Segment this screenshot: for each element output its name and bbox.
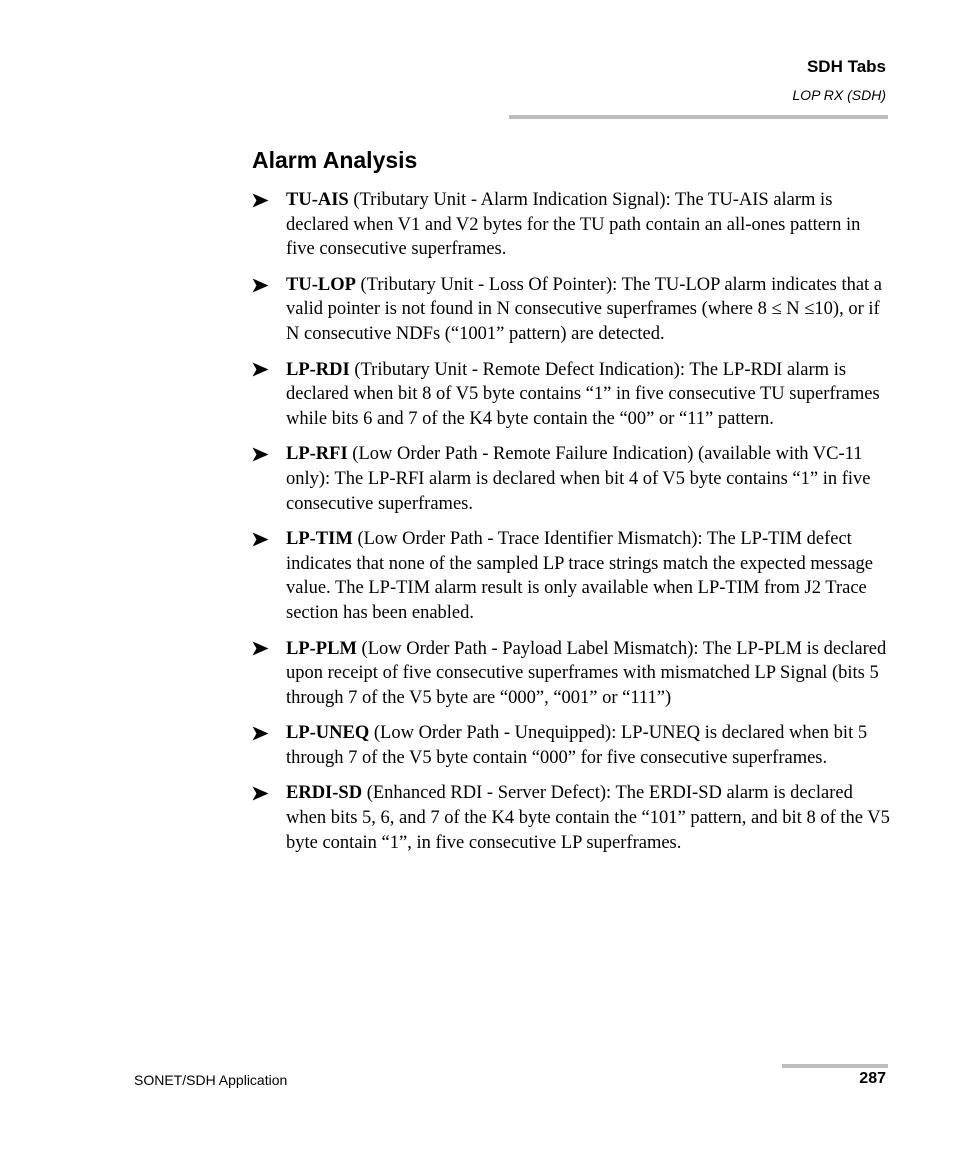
alarm-term: LP-UNEQ bbox=[286, 723, 370, 744]
alarm-description: (Low Order Path - Payload Label Mismatch): The LP-PLM is declared upon receipt of five consecutive superframes with mismatched LP Signal (bits 5 through 7 of the V5 byte are “000”, “001” or “111”) bbox=[286, 638, 887, 708]
page-header bbox=[792, 56, 886, 105]
alarm-description: (Tributary Unit - Loss Of Pointer): The TU-LOP alarm indicates that a valid pointer is not found in N consecutive superframes (where 8 ≤ N ≤10), or if N consecutive NDFs (“1001” pattern) are detected. bbox=[286, 274, 883, 344]
alarm-item-lp-rfi bbox=[252, 442, 892, 516]
alarm-term: LP-TIM bbox=[286, 529, 353, 550]
alarm-term: LP-RDI bbox=[286, 359, 350, 380]
alarm-term: LP-RFI bbox=[286, 444, 348, 465]
section-heading: Alarm Analysis bbox=[252, 147, 418, 173]
alarm-item-lp-tim bbox=[252, 527, 892, 625]
alarm-item-tu-ais bbox=[252, 188, 892, 262]
alarm-item-lp-rdi bbox=[252, 358, 892, 432]
alarm-term: LP-PLM bbox=[286, 638, 357, 659]
arrow-bullet-icon bbox=[252, 358, 274, 383]
document-name: SONET/SDH Application bbox=[134, 1072, 288, 1088]
alarm-term: TU-AIS bbox=[286, 190, 349, 210]
section-subtitle: LOP RX (SDH) bbox=[792, 87, 886, 103]
alarm-list bbox=[252, 188, 892, 866]
alarm-description: (Enhanced RDI - Server Defect): The ERDI-SD alarm is declared when bits 5, 6, and 7 of the K4 byte contain the “101” pattern, and bit 8 of the V5 byte contain “1”, in five consecutive LP superframes. bbox=[286, 783, 890, 853]
alarm-description: (Low Order Path - Trace Identifier Mismatch): The LP-TIM defect indicates that none of the sampled LP trace strings match the expected message value. The LP-TIM alarm result is only available when LP-TIM from J2 Trace section has been enabled. bbox=[286, 529, 874, 623]
alarm-item-lp-plm bbox=[252, 637, 892, 711]
arrow-bullet-icon bbox=[252, 188, 274, 213]
arrow-bullet-icon bbox=[252, 721, 274, 746]
arrow-bullet-icon bbox=[252, 637, 274, 662]
alarm-description: (Low Order Path - Unequipped): LP-UNEQ is declared when bit 5 through 7 of the V5 byte contain “000” for five consecutive superframes. bbox=[286, 723, 868, 768]
chapter-title: SDH Tabs bbox=[806, 57, 886, 76]
header-divider bbox=[509, 115, 888, 119]
alarm-term: ERDI-SD bbox=[286, 783, 363, 804]
alarm-description: (Low Order Path - Remote Failure Indication) (available with VC-11 only): The LP-RFI alarm is declared when bit 4 of V5 byte contains “1” in five consecutive superframes. bbox=[286, 444, 871, 514]
arrow-bullet-icon bbox=[252, 781, 274, 806]
arrow-bullet-icon bbox=[252, 442, 274, 467]
arrow-bullet-icon bbox=[252, 273, 274, 298]
alarm-term: TU-LOP bbox=[286, 274, 356, 295]
arrow-bullet-icon bbox=[252, 527, 274, 552]
alarm-description: (Tributary Unit - Alarm Indication Signal): The TU-AIS alarm is declared when V1 and V2 bytes for the TU path contain an all-ones pattern in five consecutive superframes. bbox=[286, 190, 861, 260]
alarm-item-tu-lop bbox=[252, 273, 892, 347]
page-number: 287 bbox=[859, 1070, 886, 1087]
alarm-item-erdi-sd bbox=[252, 781, 892, 855]
alarm-item-lp-uneq bbox=[252, 721, 892, 770]
alarm-description: (Tributary Unit - Remote Defect Indication): The LP-RDI alarm is declared when bit 8 of V5 byte contains “1” in five consecutive TU superframes while bits 6 and 7 of the K4 byte contain the “00” or “11” pattern. bbox=[286, 359, 880, 429]
